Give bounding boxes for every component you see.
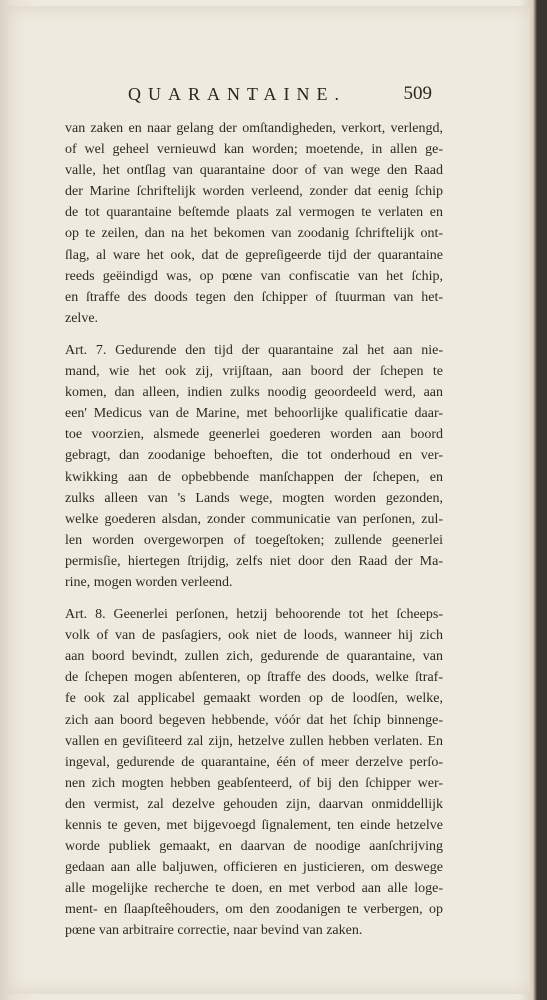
text-line: nen zich mogten hebben geabſenteerd, of bij den ſchipper wer-: [65, 775, 443, 791]
text-line: zelve.: [65, 310, 99, 326]
text-line: den vermist, zal dezelve gehouden zijn, daarvan onmiddellijk: [65, 796, 443, 812]
book-page: [8, 6, 530, 994]
text-line: een' Medicus van de Marine, met behoorlijke qualificatie daar-: [65, 406, 443, 422]
text-line: ingeval, gedurende de quarantaine, één of meer derzelve perſo-: [65, 754, 443, 770]
text-line: der Marine ſchriftelijk worden verleend, zonder dat eenig ſchip: [65, 184, 443, 200]
text-line: rine, mogen worden verleend.: [65, 574, 233, 590]
body-text: [65, 118, 443, 942]
text-line: op te zeilen, dan na het bekomen van zoodanig ſchriftelijk ont-: [65, 226, 443, 242]
text-line: de tot quarantaine beſtemde plaats zal vermogen te verlaten en: [65, 205, 443, 221]
paragraph: [65, 604, 443, 942]
text-line: permisſie, hiertegen ſtrijdig, zelfs niet door den Raad der Ma-: [65, 553, 443, 569]
paragraph-gap: [65, 329, 443, 340]
text-line: mand, wie het ook zij, vrijſtaan, aan boord der ſchepen te: [65, 364, 443, 380]
text-line: zulks alleen van 's Lands wege, mogten worden gezonden,: [65, 490, 443, 506]
text-line: de ſchepen mogen abſenteren, op ſtraffe des doods, welke ſtraf-: [65, 670, 443, 686]
paragraph: [65, 118, 443, 329]
text-line: toe voorzien, alsmede geenerlei goederen worden aan boord: [65, 427, 443, 443]
paragraph-gap: [65, 593, 443, 604]
text-line: zich aan boord begeven hebbende, vóór dat het ſchip binnenge-: [65, 712, 443, 728]
text-line: aan boord bevindt, zullen zich, gedurende de quarantaine, van: [65, 649, 443, 665]
running-head-title: QUARANTAINE.: [128, 84, 347, 104]
text-line: worde publiek gemaakt, en daarvan de noodige aanſchrijving: [65, 839, 443, 855]
paragraph: [65, 340, 443, 593]
text-line: gebragt, dan zoodanige behoeften, die tot onderhoud en ver-: [65, 448, 443, 464]
text-line: en ſtraffe des doods tegen den ſchipper of ſtuurman van het-: [65, 289, 443, 305]
text-line: ſlag, al ware het ook, dat de gepreſigeerde tijd der quarantaine: [65, 247, 443, 263]
text-line: fe ook zal applicabel gemaakt worden op de loodſen, welke,: [65, 691, 443, 707]
text-line: komen, dan alleen, indien zulks noodig geoordeeld werd, aan: [65, 385, 443, 401]
text-line: vallen en geviſiteerd zal zijn, hetzelve zullen hebben verlaten. En: [65, 733, 443, 749]
running-head: [8, 84, 530, 114]
text-line: volk of van de pasſagiers, ook niet de loods, wanneer hij zich: [65, 628, 443, 644]
text-line: len worden overgeworpen of toegeſtoken; zullende geenerlei: [65, 532, 443, 548]
text-line: alle mogelijke recherche te doen, en met verbod aan alle loge-: [65, 881, 443, 897]
page-number: 509: [403, 83, 432, 104]
text-line: Art. 8. Geenerlei perſonen, hetzij behoorende tot het ſcheeps-: [65, 607, 443, 623]
text-line: Art. 7. Gedurende den tijd der quarantaine zal het aan nie-: [65, 342, 443, 358]
text-line: ment- en ſlaapſteêhouders, om den zoodanigen te verbergen, op: [65, 902, 443, 918]
text-line: gedaan aan alle baljuwen, officieren en justicieren, om deswege: [65, 860, 443, 876]
text-line: pœne van arbitraire correctie, naar bevind van zaken.: [65, 923, 363, 939]
text-line: kwikking aan de opbebbende manſchappen der ſchepen, en: [65, 469, 443, 485]
text-line: valle, het ontſlag van quarantaine door of van wege den Raad: [65, 163, 443, 179]
text-line: kennis te geven, met bijgevoegd ſignalement, ten einde hetzelve: [65, 818, 443, 833]
text-line: of wel geheel vernieuwd kan worden; moetende, in allen ge-: [65, 142, 443, 158]
text-line: reeds geëindigd was, op pœne van confiscatie van het ſchip,: [65, 268, 443, 284]
text-line: van zaken en naar gelang der omſtandigheden, verkort, verlengd,: [65, 121, 443, 136]
text-line: welke goederen alsdan, zonder communicatie van perſonen, zul-: [65, 511, 443, 527]
